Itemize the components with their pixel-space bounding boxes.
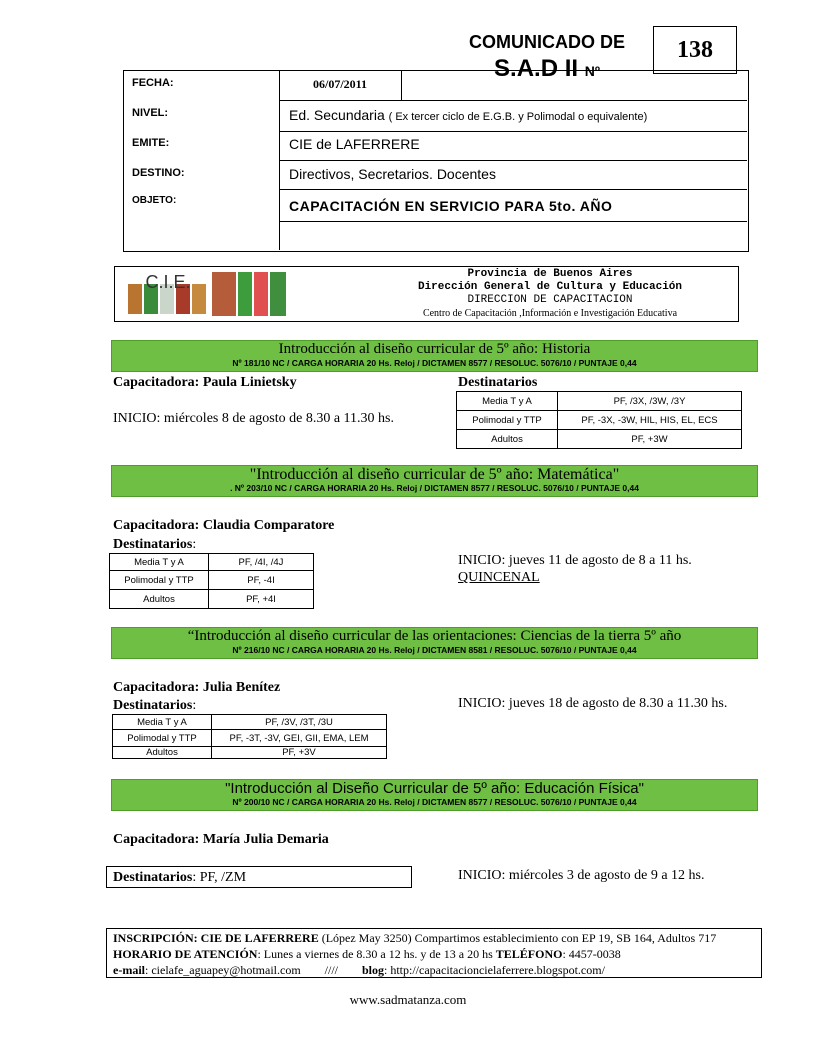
- capacitadora: [113, 680, 280, 696]
- document-number: 138: [653, 26, 737, 74]
- cie-line2: Dirección General de Cultura y Educación: [417, 281, 683, 293]
- cap-label: Capacitadora:: [113, 680, 200, 695]
- footer-text: : 4457-0038: [562, 947, 621, 961]
- cie-line1: Provincia de Buenos Aires: [467, 268, 633, 280]
- capacitadora: [113, 375, 297, 391]
- capacitadora: [113, 518, 334, 534]
- objeto-label: OBJETO:: [132, 195, 177, 206]
- table-cell: PF, -4I: [209, 571, 314, 590]
- table-row: [110, 590, 314, 609]
- emite-label: EMITE:: [132, 137, 170, 149]
- table-cell: Adultos: [113, 747, 212, 759]
- table-row: [113, 730, 387, 747]
- inicio: INICIO: miércoles 3 de agosto de 9 a 12 hs.: [458, 868, 705, 883]
- footer-label: blog: [362, 963, 385, 977]
- cap-name: Julia Benítez: [202, 680, 281, 695]
- table-cell: PF, +3V: [212, 747, 387, 759]
- emite-value: CIE de LAFERRERE: [289, 136, 420, 152]
- footer-label: TELÉFONO: [495, 947, 563, 961]
- form-line: [279, 131, 747, 132]
- footer-label: e-mail: [113, 963, 145, 977]
- sad-label: S.A.D II: [494, 55, 579, 82]
- table-row: [113, 747, 387, 759]
- cap-label: Capacitadora:: [113, 518, 200, 533]
- destinatarios-label: Destinatarios:: [113, 698, 197, 713]
- dest-label: Destinatarios: [113, 870, 193, 885]
- table-cell: PF, -3T, -3V, GEI, GII, EMA, LEM: [212, 730, 387, 747]
- number-label: Nº: [584, 63, 600, 79]
- destino-value: Directivos, Secretarios. Docentes: [289, 166, 496, 182]
- nivel-value: [289, 107, 647, 123]
- table-row: [113, 715, 387, 730]
- inicio: INICIO: jueves 18 de agosto de 8.30 a 11.30 hs.: [458, 696, 728, 711]
- form-line: [279, 189, 747, 190]
- capacitadora: [113, 832, 329, 848]
- destinatarios-label: Destinatarios: [458, 375, 538, 390]
- destinatarios-table: [112, 714, 387, 759]
- form-line: [279, 221, 747, 222]
- nivel-text: Ed. Secundaria: [289, 107, 385, 123]
- table-cell: Polimodal y TTP: [113, 730, 212, 747]
- section-historia-header: [111, 340, 758, 372]
- table-cell: PF, -3X, -3W, HIL, HIS, EL, ECS: [558, 411, 742, 430]
- table-row: [457, 430, 742, 449]
- footer-info: [106, 928, 762, 978]
- email-link[interactable]: : cielafe_aguapey@hotmail.com: [145, 963, 301, 977]
- section-ciencias-tierra-header: [111, 627, 758, 659]
- table-row: [457, 392, 742, 411]
- inicio: INICIO: miércoles 8 de agosto de 8.30 a 11.30 hs.: [113, 411, 394, 426]
- cap-name: Paula Linietsky: [202, 375, 297, 390]
- section-subtitle: Nº 200/10 NC / CARGA HORARIA 20 Hs. Reloj / DICTAMEN 8577 / RESOLUC. 5076/10 / PUNTAJE 0,44: [232, 797, 637, 807]
- cap-label: Capacitadora:: [113, 832, 200, 847]
- footer-contact: [113, 962, 761, 978]
- destinatarios-table: [456, 391, 742, 449]
- nivel-label: NIVEL:: [132, 107, 169, 119]
- table-row: [110, 554, 314, 571]
- cap-name: Claudia Comparatore: [202, 518, 335, 533]
- header-form: [123, 70, 749, 252]
- destinatarios-label: Destinatarios:: [113, 537, 197, 552]
- section-educacion-fisica-header: [111, 779, 758, 811]
- form-divider: [279, 100, 280, 250]
- footer-horario: [113, 946, 761, 962]
- form-line: [279, 160, 747, 161]
- table-cell: PF, +4I: [209, 590, 314, 609]
- document-title: COMUNICADO DE: [469, 32, 625, 52]
- cie-logo: [122, 270, 302, 320]
- table-cell: Adultos: [457, 430, 558, 449]
- table-cell: Polimodal y TTP: [457, 411, 558, 430]
- section-title: "Introducción al Diseño Curricular de 5º año: Educación Física": [225, 780, 644, 797]
- cie-header-text: [360, 268, 740, 320]
- dest-label: Destinatarios: [113, 698, 193, 713]
- section-title: “Introducción al diseño curricular de las orientaciones: Ciencias de la tierra 5º año: [187, 628, 682, 644]
- dest-label: Destinatarios: [113, 537, 193, 552]
- table-row: [110, 571, 314, 590]
- table-cell: Media T y A: [110, 554, 209, 571]
- footer-inscripcion: [113, 930, 761, 946]
- footer-text: (López May 3250) Compartimos establecimiento con EP 19, SB 164, Adultos 717: [321, 931, 717, 945]
- table-cell: PF, /3X, /3W, /3Y: [558, 392, 742, 411]
- section-subtitle: Nº 181/10 NC / CARGA HORARIA 20 Hs. Reloj / DICTAMEN 8577 / RESOLUC. 5076/10 / PUNTAJE 0,44: [232, 358, 637, 368]
- website-url[interactable]: www.sadmatanza.com: [349, 992, 467, 1007]
- table-cell: Polimodal y TTP: [110, 571, 209, 590]
- section-title: "Introducción al diseño curricular de 5º año: Matemática": [249, 466, 620, 483]
- fecha-value: 06/07/2011: [312, 77, 367, 91]
- footer-label: INSCRIPCIÓN: CIE DE LAFERRERE: [113, 931, 319, 945]
- destinatarios-table: [109, 553, 314, 609]
- dest-value: PF, /ZM: [199, 870, 247, 885]
- table-cell: PF, /4I, /4J: [209, 554, 314, 571]
- fecha-label: FECHA:: [132, 77, 174, 89]
- table-cell: Media T y A: [457, 392, 558, 411]
- cie-line3: DIRECCION DE CAPACITACION: [467, 294, 633, 306]
- footer-text: : Lunes a viernes de 8.30 a 12 hs. y de 13 a 20 hs: [257, 947, 493, 961]
- cap-label: Capacitadora:: [113, 375, 200, 390]
- table-cell: PF, +3W: [558, 430, 742, 449]
- table-cell: Adultos: [110, 590, 209, 609]
- nivel-note: ( Ex tercer ciclo de E.G.B. y Polimodal o equivalente): [388, 111, 648, 123]
- section-subtitle: . Nº 203/10 NC / CARGA HORARIA 20 Hs. Reloj / DICTAMEN 8577 / RESOLUC. 5076/10 / PUNTAJE 0,44: [230, 483, 639, 493]
- footer-label: HORARIO DE ATENCIÓN: [113, 947, 258, 961]
- cap-name: María Julia Demaria: [202, 832, 329, 847]
- section-title: Introducción al diseño curricular de 5º año: Historia: [278, 341, 591, 357]
- section-matematica-header: [111, 465, 758, 497]
- form-line: [279, 100, 747, 101]
- footer-separator: ////: [324, 963, 338, 977]
- cie-logo-text: C.I.E.: [145, 272, 191, 292]
- destinatarios-box: Destinatarios: PF, /ZM: [106, 866, 412, 888]
- cie-line4: Centro de Capacitación ,Información e Investigación Educativa: [422, 308, 678, 319]
- quincenal: QUINCENAL: [458, 570, 540, 585]
- table-row: [457, 411, 742, 430]
- section-subtitle: Nº 216/10 NC / CARGA HORARIA 20 Hs. Reloj / DICTAMEN 8581 / RESOLUC. 5076/10 / PUNTAJE 0,44: [232, 645, 637, 655]
- objeto-value: CAPACITACIÓN EN SERVICIO PARA 5to. AÑO: [289, 198, 613, 214]
- destino-label: DESTINO:: [132, 167, 185, 179]
- inicio: INICIO: jueves 11 de agosto de 8 a 11 hs.: [458, 553, 692, 568]
- blog-link[interactable]: : http://capacitacioncielaferrere.blogspot.com/: [384, 963, 605, 977]
- table-cell: PF, /3V, /3T, /3U: [212, 715, 387, 730]
- table-cell: Media T y A: [113, 715, 212, 730]
